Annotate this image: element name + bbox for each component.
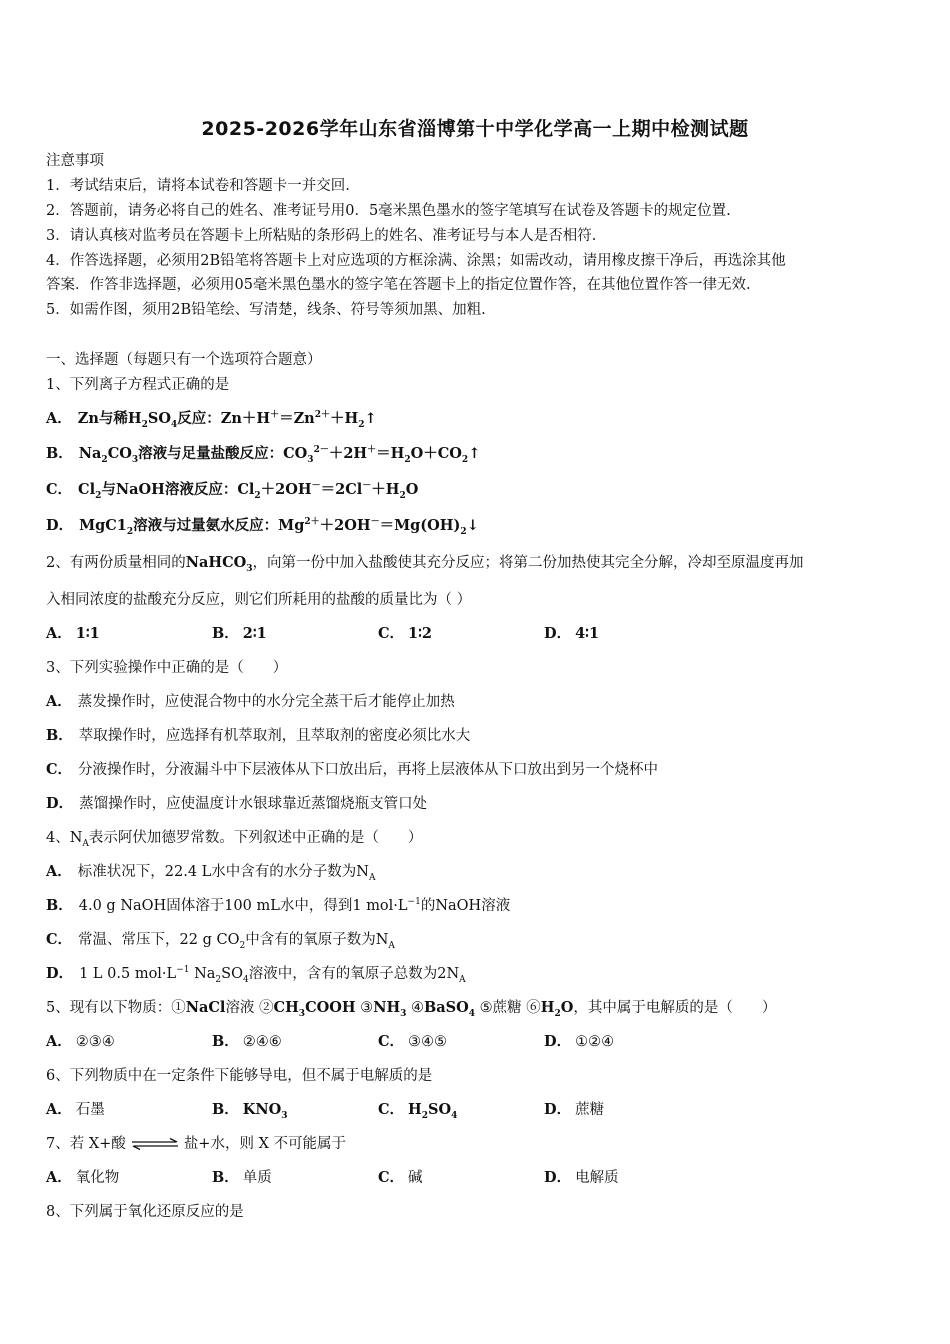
question-6-options: [46, 1100, 910, 1120]
question-3-option-c: C． 分液操作时，分液漏斗中下层液体从下口放出后，再将上层液体从下口放出到另一个烧杯中: [46, 761, 659, 778]
question-6-option-d: D． 蔗糖: [544, 1101, 605, 1118]
question-1-stem: 1、下列离子方程式正确的是: [46, 377, 230, 393]
question-7-option-a: A． 氧化物: [46, 1169, 120, 1186]
question-2-option-b: B． 2∶1: [212, 625, 267, 642]
question-3-option-a: A． 蒸发操作时，应使混合物中的水分完全蒸干后才能停止加热: [46, 693, 455, 710]
question-7-options: [46, 1168, 910, 1188]
question-4-stem: 4、$N_A$表示阿伏加德罗常数。下列叙述中正确的是（ ）: [46, 830, 423, 849]
notice-item: 1．考试结束后，请将本试卷和答题卡一并交回.: [46, 178, 350, 194]
question-7-option-d: D． 电解质: [544, 1169, 619, 1186]
notice-item: 答案．作答非选择题，必须用05毫米黑色墨水的签字笔在答题卡上的指定位置作答，在其他位置作答一律无效.: [46, 277, 751, 293]
question-5-option-c: C． ③④⑤: [378, 1033, 448, 1050]
question-4-option-b: B． 4.0 g NaOH固体溶于100 mL水中，得到1 $mol\cdot L^{-1}$的NaOH溶液: [46, 897, 511, 914]
question-5-option-b: B． ②④⑥: [212, 1033, 282, 1050]
notice-heading: 注意事项: [46, 153, 104, 169]
question-2-option-d: D． 4∶1: [544, 625, 600, 642]
question-3-option-d: D． 蒸馏操作时，应使温度计水银球靠近蒸馏烧瓶支管口处: [46, 795, 428, 812]
question-1-option-b: B． $Na_2CO_3$溶液与足量盐酸反应：$CO_3^{2-}+2H^+=H_2O+CO_2↑$: [46, 445, 481, 465]
notice-item: 2．答题前，请务必将自己的姓名、准考证号用0．5毫米黑色墨水的签字笔填写在试卷及答题卡的规定位置.: [46, 203, 731, 219]
question-1-option-a: A． Zn与稀$H_2SO_4$反应：$Zn+H^+=Zn^{2+}+H_2↑$: [46, 410, 377, 430]
question-4-option-d: D． 1 L 0.5 $mol\cdot L^{-1}$ $Na_2SO_4$溶液中，含有的氧原子总数为$2N_A$: [46, 965, 466, 985]
question-2-option-c: C． 1∶2: [378, 625, 432, 642]
question-8-stem: 8、下列属于氧化还原反应的是: [46, 1204, 244, 1220]
question-3-stem: 3、下列实验操作中正确的是（ ）: [46, 660, 288, 676]
notice-item: 5．如需作图，须用2B铅笔绘、写清楚，线条、符号等须加黑、加粗.: [46, 302, 486, 318]
question-6-option-a: A． 石墨: [46, 1101, 105, 1118]
question-7-option-c: C． 碱: [378, 1169, 423, 1186]
question-6-option-c: C． $H_2SO_4$: [378, 1101, 458, 1121]
question-2-stem: 2、有两份质量相同的NaHCO$_3$，向第一份中加入盐酸使其充分反应；将第二份加热使其完全分解，冷却至原温度再加: [46, 554, 804, 574]
question-2-option-a: A． 1∶1: [46, 625, 100, 642]
question-4-option-a: A． 标准状况下，22.4 L水中含有的水分子数为$N_A$: [46, 863, 376, 883]
question-1-option-d: D． $MgC1_2$溶液与过量氨水反应：$Mg^{2+}+2OH^-=Mg(OH)_2↓$: [46, 517, 479, 537]
notice-item: 3．请认真核对监考员在答题卡上所粘贴的条形码上的姓名、准考证号与本人是否相符.: [46, 228, 597, 244]
question-3-option-b: B． 萃取操作时，应选择有机萃取剂，且萃取剂的密度必须比水大: [46, 727, 471, 744]
question-5-stem: 5、现有以下物质：①NaCl溶液 $②CH_3COOH$ $③NH_3$ ④BaSO$_4$ ⑤蔗糖 $⑥H_2O$，其中属于电解质的是（ ）: [46, 999, 777, 1019]
question-7-option-b: B． 单质: [212, 1169, 272, 1186]
question-2-options: [46, 624, 910, 644]
question-1-option-c: C． $Cl_2$与NaOH溶液反应：$Cl_2+2OH^-=2Cl^-+H_2O$: [46, 481, 419, 501]
question-6-option-b: B． $KNO_3$: [212, 1101, 288, 1121]
question-7-stem: 7、若 X+酸 盐+水，则 X 不可能属于: [46, 1136, 347, 1152]
equilibrium-arrow-icon: [130, 1138, 180, 1150]
question-5-options: [46, 1032, 910, 1052]
question-2-stem-cont: 入相同浓度的盐酸充分反应，则它们所耗用的盐酸的质量比为（ ）: [46, 592, 472, 608]
section-heading: 一、选择题（每题只有一个选项符合题意）: [46, 352, 322, 368]
notice-item: 4．作答选择题，必须用2B铅笔将答题卡上对应选项的方框涂满、涂黑；如需改动，请用橡皮擦干净后，再选涂其他: [46, 253, 786, 269]
question-4-option-c: C． 常温、常压下，22 g $CO_2$中含有的氧原子数为$N_A$: [46, 931, 395, 951]
question-5-option-a: A． ②③④: [46, 1033, 115, 1050]
page-title: 2025-2026学年山东省淄博第十中学化学高一上期中检测试题: [201, 118, 749, 140]
question-5-option-d: D． ①②④: [544, 1033, 615, 1050]
question-6-stem: 6、下列物质中在一定条件下能够导电，但不属于电解质的是: [46, 1068, 433, 1084]
